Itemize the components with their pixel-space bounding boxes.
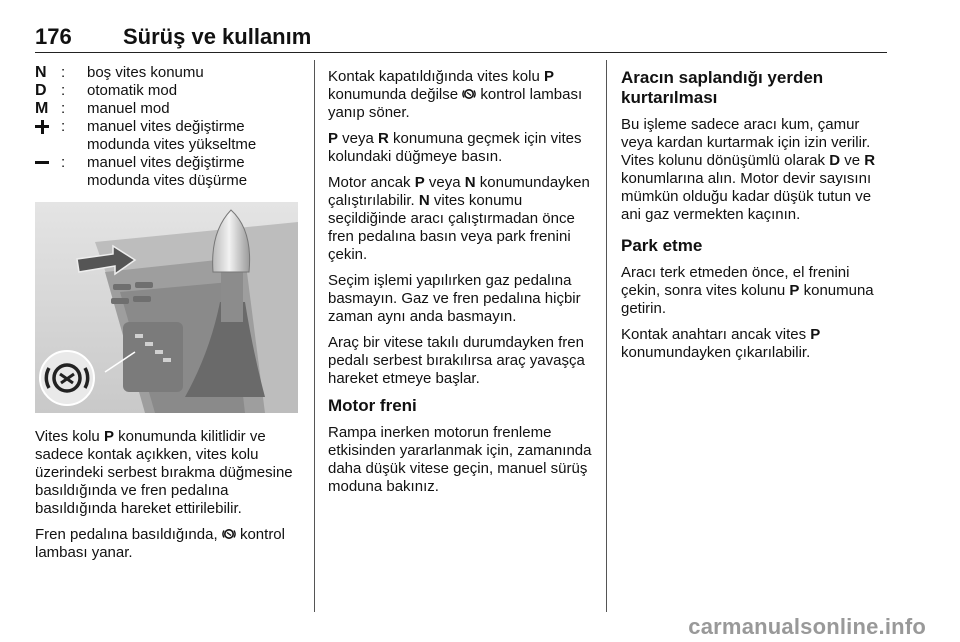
- minus-icon: [35, 156, 49, 170]
- left-column-text: [35, 428, 293, 570]
- right-column-text: [621, 68, 889, 370]
- gear-legend: [35, 64, 295, 190]
- heading-rescue: Aracın saplandığı yerden kurtarılması: [621, 68, 824, 107]
- legend-item-minus: : manuel vites değiştirme modunda vites düşürme: [35, 154, 295, 190]
- paragraph: Kontak kapatıldığında vites kolu P konumunda değilse kontrol lambası yanıp söner.: [328, 68, 583, 121]
- heading-motor-freni: Motor freni: [328, 396, 417, 415]
- page-header: [35, 24, 887, 52]
- middle-column-text: [328, 68, 594, 504]
- paragraph: Vites kolu P konumunda kilitlidir ve sadece kontak açıkken, vites kolu üzerindeki serbest bırakma düğmesine basıldığında ve fren pedalına basıldığında hareket ettirilebilir.: [35, 428, 293, 517]
- legend-item-d: D : otomatik mod: [35, 82, 295, 100]
- column-divider: [606, 60, 607, 612]
- legend-key: M: [35, 100, 49, 117]
- paragraph: Fren pedalına basıldığında, kontrol lambası yanar.: [35, 526, 285, 561]
- legend-key: N: [35, 64, 47, 81]
- plus-icon: [35, 120, 49, 134]
- legend-key: D: [35, 82, 47, 99]
- legend-desc: manuel vites değiştirme modunda vites düşürme: [87, 154, 248, 189]
- paragraph: P veya R konumuna geçmek için vites kolundaki düğmeye basın.: [328, 130, 582, 165]
- legend-desc: manuel vites değiştirme modunda vites yükseltme: [87, 118, 257, 153]
- page-number: 176: [35, 24, 72, 49]
- gear-selector-figure: [35, 202, 298, 413]
- watermark: carmanualsonline.info: [688, 614, 926, 639]
- paragraph: Araç bir vitese takılı durumdayken fren pedalı serbest bırakılırsa araç yavaşça hareket etmeye başlar.: [328, 334, 585, 387]
- paragraph: Aracı terk etmeden önce, el frenini çekin, sonra vites kolunu P konumuna getirin.: [621, 264, 874, 317]
- legend-item-plus: : manuel vites değiştirme modunda vites yükseltme: [35, 118, 295, 154]
- brake-lamp-icon: [462, 87, 476, 101]
- paragraph: Rampa inerken motorun frenleme etkisinden yararlanmak için, zamanında daha düşük vitese geçin, manuel sürüş moduna bakınız.: [328, 424, 592, 495]
- legend-desc: manuel mod: [87, 100, 170, 117]
- header-rule: [35, 52, 887, 53]
- legend-item-m: M : manuel mod: [35, 100, 295, 118]
- legend-desc: otomatik mod: [87, 82, 178, 99]
- brake-lamp-icon: [222, 527, 236, 541]
- paragraph: Kontak anahtarı ancak vites P konumundayken çıkarılabilir.: [621, 326, 821, 361]
- section-title: Sürüş ve kullanım: [123, 24, 312, 49]
- paragraph: Seçim işlemi yapılırken gaz pedalına basmayın. Gaz ve fren pedalına hiçbir zaman aynı anda basmayın.: [328, 272, 581, 325]
- gear-selector-illustration: [35, 202, 298, 413]
- paragraph: Bu işleme sadece aracı kum, çamur veya kardan kurtarmak için izin verilir. Vites kolunu dönüşümlü olarak D ve R konumlarına alın. Motor devir sayısını mümkün olduğu kadar düşük tutun ve ani gaz vermekten kaçının.: [621, 116, 876, 223]
- legend-desc: boş vites konumu: [87, 64, 204, 81]
- heading-park-etme: Park etme: [621, 236, 703, 255]
- column-divider: [314, 60, 315, 612]
- paragraph: Motor ancak P veya N konumundayken çalıştırılabilir. N vites konumu seçildiğinde aracı çalıştırmadan önce fren pedalına basın veya park frenini çekin.: [328, 174, 590, 263]
- legend-item-n: N : boş vites konumu: [35, 64, 295, 82]
